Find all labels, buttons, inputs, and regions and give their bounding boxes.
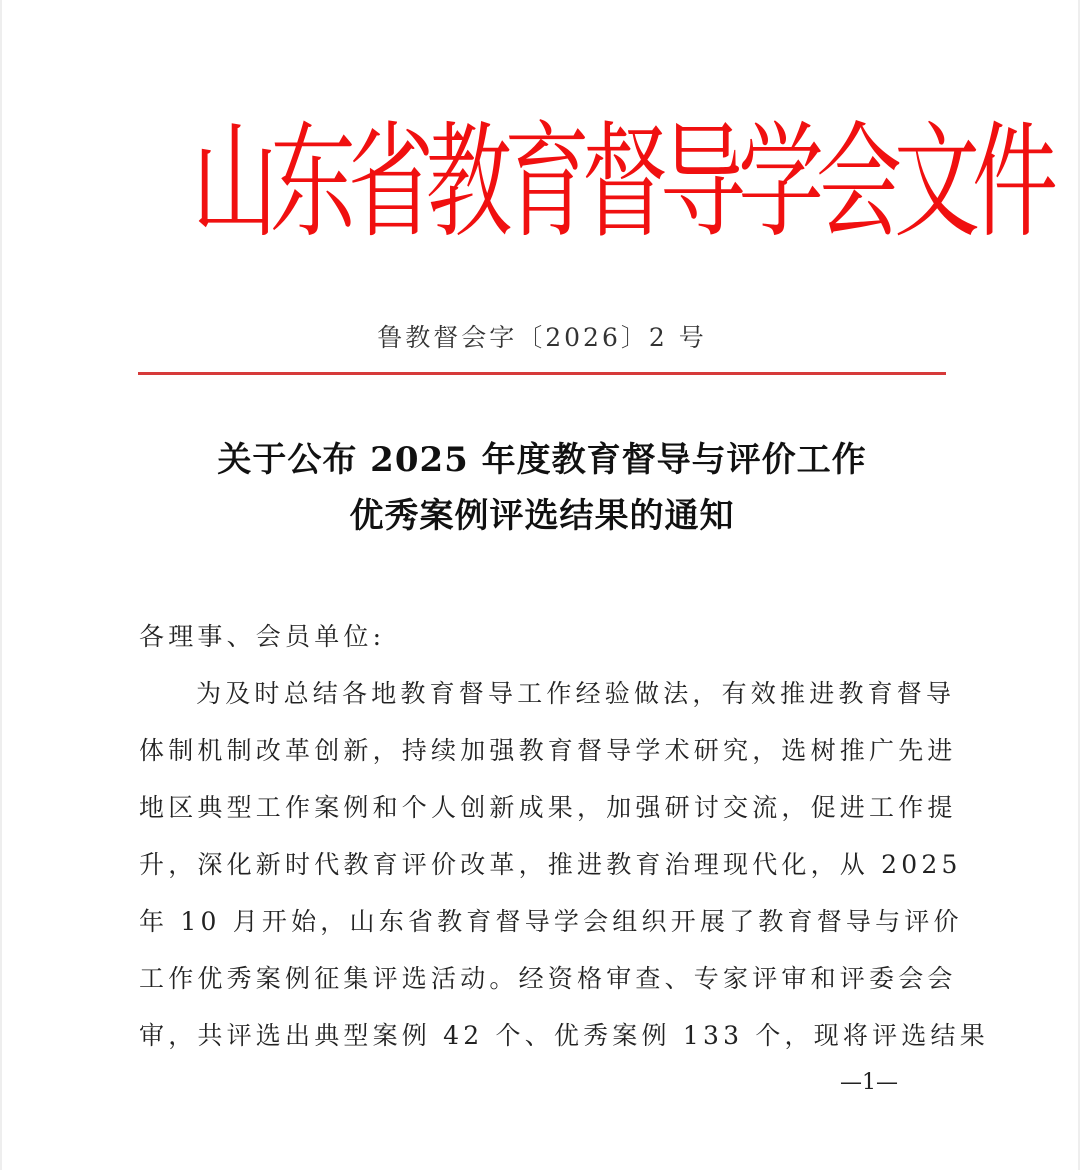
body-line: 升，深化新时代教育评价改革，推进教育治理现代化，从 2025 xyxy=(139,850,962,879)
document-number: 鲁教督会字〔2026〕2 号 xyxy=(377,323,707,352)
body-line: 为及时总结各地教育督导工作经验做法，有效推进教育督导 xyxy=(196,679,956,708)
salutation: 各理事、会员单位: xyxy=(139,622,386,651)
notice-title-line-2: 优秀案例评选结果的通知 xyxy=(349,496,735,536)
notice-title xyxy=(2,432,1080,544)
body-line: 体制机制改革创新，持续加强教育督导学术研究，选树推广先进 xyxy=(139,736,957,765)
body-line: 审，共评选出典型案例 42 个、优秀案例 133 个，现将评选结果 xyxy=(139,1021,989,1050)
page-number: —1— xyxy=(840,1070,898,1095)
notice-title-line-1: 关于公布 2025 年度教育督导与评价工作 xyxy=(217,440,867,480)
body-line: 工作优秀案例征集评选活动。经资格审查、专家评审和评委会会 xyxy=(139,964,957,993)
masthead-title: 山东省教育督导学会文件 xyxy=(192,110,1050,256)
body-line: 地区典型工作案例和个人创新成果，加强研讨交流，促进工作提 xyxy=(139,793,957,822)
body-line: 年 10 月开始，山东省教育督导学会组织开展了教育督导与评价 xyxy=(139,907,963,936)
notice-body xyxy=(139,608,989,1064)
red-divider-line xyxy=(138,372,946,375)
